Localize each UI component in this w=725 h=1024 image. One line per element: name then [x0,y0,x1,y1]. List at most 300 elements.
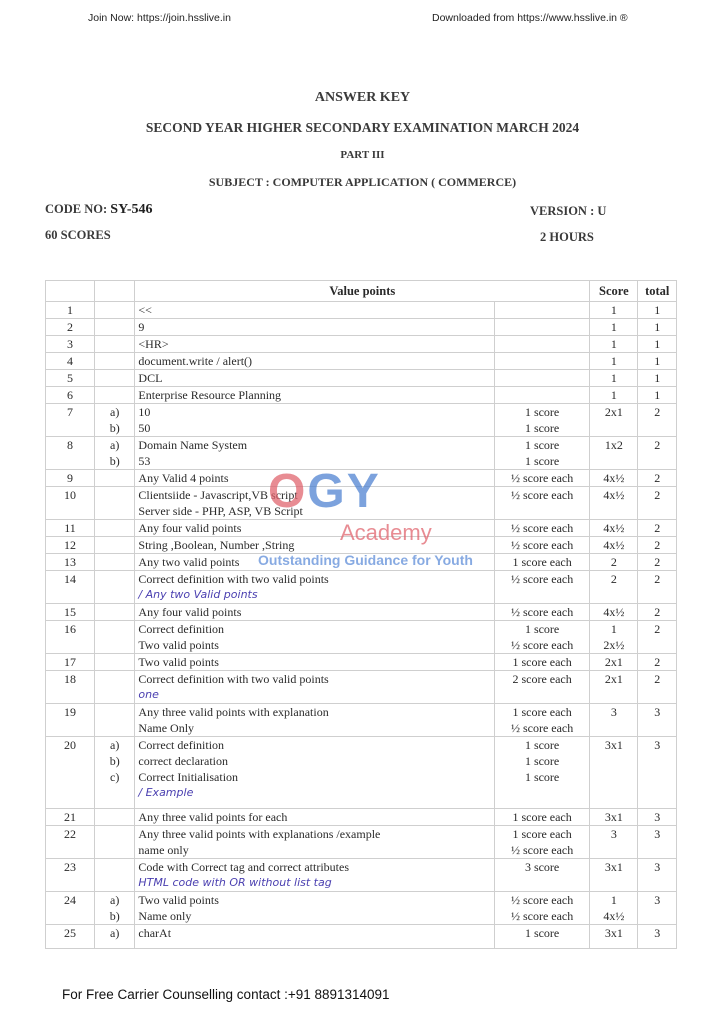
total: 2 [638,604,677,621]
score-breakdown-line: ½ score each [510,471,574,485]
score-line: 4x½ [603,605,625,619]
score-breakdown-line: ½ score each [510,638,574,652]
sub-part [94,387,134,404]
answer-table [45,280,677,949]
score-line: 1 [610,371,617,385]
total: 2 [638,487,677,520]
watermark-academy: Academy [340,520,432,545]
value-point [135,520,495,537]
table-row [46,353,677,370]
value-point-line: Any four valid points [138,521,242,535]
sub-part [94,604,134,621]
value-point-line: Code with Correct tag and correct attributes [138,860,349,874]
score-breakdown-line: 1 score each [512,810,572,824]
score-line: 3 [610,827,617,841]
duration: 2 HOURS [540,230,594,244]
total: 2 [638,654,677,671]
score [590,737,638,809]
question-number: 21 [46,809,95,826]
score-breakdown-line: 1 score [524,926,560,940]
value-point-line: Any three valid points with explanations /example [138,827,381,841]
score-line: 1x2 [604,438,623,452]
table-row [46,319,677,336]
table-row [46,809,677,826]
value-point [135,336,495,353]
header-download-link[interactable]: Downloaded from https://www.hsslive.in ® [432,12,628,24]
score-breakdown [494,537,589,554]
total: 1 [638,302,677,319]
value-point-line: Correct definition [138,622,225,636]
value-point [135,826,495,859]
score-breakdown-line: ½ score each [510,521,574,535]
score-breakdown-line: ½ score each [510,538,574,552]
table-row [46,370,677,387]
score-line: 1 [610,622,617,636]
score-line: 2 [610,572,617,586]
score-breakdown-line: 1 score [524,405,560,419]
value-point [135,671,495,704]
sub-part [94,671,134,704]
value-point-line: 50 [138,421,151,435]
score-line: 1 [610,388,617,402]
value-point [135,370,495,387]
score-breakdown-line: 1 score each [512,555,572,569]
table-row [46,737,677,809]
value-point-line: 9 [138,320,145,334]
value-point-line: Correct definition with two valid points [138,672,329,686]
score-breakdown-line: 2 score each [512,672,572,686]
score-breakdown-line: 1 score each [512,655,572,669]
value-point-line: 53 [138,454,151,468]
score-breakdown [494,671,589,704]
score-breakdown-line: ½ score each [510,893,574,907]
value-point-line: Two valid points [138,655,219,669]
total: 3 [638,809,677,826]
value-point-line: Any two valid points [138,555,240,569]
sub-part-line: c) [110,770,120,784]
sub-part-line: a) [110,893,120,907]
header-no [46,281,95,302]
value-point-line: correct declaration [138,754,229,768]
value-point-line: Name Only [138,721,195,735]
score-breakdown [494,704,589,737]
score [590,387,638,404]
value-point [135,704,495,737]
total: 1 [638,336,677,353]
sub-part [94,826,134,859]
code-label: CODE NO: [45,202,108,216]
code-block [45,202,153,218]
sub-part [94,537,134,554]
total-scores: 60 SCORES [45,228,111,242]
total: 2 [638,470,677,487]
sub-part [94,554,134,571]
score-breakdown-line: ½ score each [510,572,574,586]
sub-part [94,859,134,892]
table-row [46,554,677,571]
value-point-line: Enterprise Resource Planning [138,388,282,402]
score-breakdown [494,809,589,826]
question-number: 12 [46,537,95,554]
score [590,571,638,604]
score-breakdown-line: ½ score each [510,605,574,619]
score [590,537,638,554]
value-point [135,654,495,671]
version: VERSION : U [530,204,607,218]
total: 3 [638,826,677,859]
score-line: 1 [610,337,617,351]
sub-part [94,437,134,470]
score-line: 2x1 [604,655,623,669]
table-row [46,404,677,437]
question-number: 9 [46,470,95,487]
value-point-line: 10 [138,405,151,419]
value-point-line: Any three valid points with explanation [138,705,329,719]
score-breakdown-line: 1 score each [512,827,572,841]
score [590,437,638,470]
table-row [46,470,677,487]
value-point-line: Correct Initialisation [138,770,239,784]
sub-part [94,654,134,671]
question-number: 11 [46,520,95,537]
header-value-points: Value points [135,281,590,302]
sub-part [94,353,134,370]
score-breakdown [494,487,589,520]
total: 2 [638,621,677,654]
question-number: 2 [46,319,95,336]
value-point [135,925,495,949]
score-line: 3x1 [604,926,623,940]
value-point [135,809,495,826]
question-number: 14 [46,571,95,604]
value-point [135,892,495,925]
score [590,353,638,370]
score-breakdown-line: 1 score [524,738,560,752]
score-line: 3x1 [604,860,623,874]
score [590,604,638,621]
value-point-line: String ,Boolean, Number ,String [138,538,295,552]
question-number: 25 [46,925,95,949]
score-breakdown-line: ½ score each [510,721,574,735]
sub-part [94,487,134,520]
sub-part-line: b) [109,421,120,435]
question-number: 17 [46,654,95,671]
header-join-link[interactable]: Join Now: https://join.hsslive.in [88,12,231,24]
value-point-line: Clientsiide - Javascript,VB script [138,488,298,502]
value-point-line: Correct definition with two valid points [138,572,329,586]
score-breakdown [494,387,589,404]
score [590,520,638,537]
total: 1 [638,387,677,404]
score-line: 3 [610,705,617,719]
sub-part [94,737,134,809]
score-breakdown [494,571,589,604]
table-row [46,387,677,404]
total: 3 [638,925,677,949]
value-point [135,859,495,892]
question-number: 20 [46,737,95,809]
value-point [135,470,495,487]
score [590,859,638,892]
score [590,319,638,336]
total: 3 [638,704,677,737]
question-number: 7 [46,404,95,437]
score-breakdown [494,520,589,537]
score-breakdown-line: 1 score [524,754,560,768]
answer-key-title: ANSWER KEY [314,90,411,105]
table-row [46,537,677,554]
value-point-line: DCL [138,371,163,385]
score-breakdown [494,892,589,925]
question-number: 10 [46,487,95,520]
score-breakdown-line: 1 score each [512,705,572,719]
score-breakdown [494,621,589,654]
table-row [46,604,677,621]
table-header-row [46,281,677,302]
value-point [135,571,495,604]
score-breakdown [494,370,589,387]
score-breakdown-line: 1 score [524,770,560,784]
sub-part-line: b) [109,754,120,768]
value-point [135,302,495,319]
handwritten-annotation: / Example [138,786,194,799]
score-breakdown [494,826,589,859]
total: 1 [638,319,677,336]
question-number: 18 [46,671,95,704]
question-number: 3 [46,336,95,353]
sub-part [94,370,134,387]
sub-part [94,302,134,319]
header-score: Score [590,281,638,302]
score-line: 2x1 [604,672,623,686]
score-line: 4x½ [603,538,625,552]
score-line: 3x1 [604,810,623,824]
value-point [135,737,495,809]
question-number: 13 [46,554,95,571]
score-line: 1 [610,354,617,368]
score [590,370,638,387]
question-number: 22 [46,826,95,859]
score-breakdown [494,336,589,353]
table-row [46,671,677,704]
total: 2 [638,437,677,470]
header-total: total [638,281,677,302]
total: 2 [638,671,677,704]
question-number: 5 [46,370,95,387]
score-line: 4x½ [603,521,625,535]
score-breakdown [494,404,589,437]
score-breakdown-line: 1 score [524,454,560,468]
score-breakdown [494,654,589,671]
sub-part [94,319,134,336]
score-breakdown [494,302,589,319]
score [590,404,638,437]
value-point-line: Name only [138,909,192,923]
sub-part [94,571,134,604]
total: 2 [638,537,677,554]
question-number: 16 [46,621,95,654]
question-number: 15 [46,604,95,621]
sub-part-line: b) [109,909,120,923]
table-row [46,621,677,654]
sub-part [94,520,134,537]
score-line: 1 [610,893,617,907]
value-point-line: Two valid points [138,638,219,652]
value-point-line: Any three valid points for each [138,810,288,824]
score-line: 2x½ [603,638,625,652]
score-breakdown [494,737,589,809]
table-row [46,654,677,671]
score-breakdown [494,353,589,370]
sub-part [94,704,134,737]
part-title: PART III [340,149,385,161]
score [590,654,638,671]
score-line: 2x1 [604,405,623,419]
code-value: SY-546 [110,202,153,217]
score-breakdown-line: 3 score [524,860,560,874]
value-point-line: <HR> [138,337,169,351]
value-point-line: charAt [138,926,172,940]
total: 2 [638,520,677,537]
value-point [135,319,495,336]
score-line: 4x½ [603,471,625,485]
score [590,470,638,487]
question-number: 4 [46,353,95,370]
score [590,826,638,859]
exam-title: SECOND YEAR HIGHER SECONDARY EXAMINATION MARCH 2024 [145,120,580,135]
table-row [46,302,677,319]
total: 3 [638,892,677,925]
score [590,554,638,571]
score-breakdown [494,470,589,487]
total: 1 [638,370,677,387]
score [590,487,638,520]
sub-part [94,925,134,949]
sub-part-line: a) [110,405,120,419]
score-breakdown [494,319,589,336]
score-line: 4x½ [603,488,625,502]
score-breakdown-line: 1 score [524,421,560,435]
value-point [135,537,495,554]
table-row [46,487,677,520]
question-number: 19 [46,704,95,737]
score [590,704,638,737]
sub-part [94,809,134,826]
value-point-line: Any four valid points [138,605,242,619]
score [590,621,638,654]
total: 1 [638,353,677,370]
value-point-line: name only [138,843,189,857]
question-number: 24 [46,892,95,925]
total: 2 [638,554,677,571]
table-row [46,826,677,859]
score-line: 3x1 [604,738,623,752]
score-breakdown-line: 1 score [524,622,560,636]
sub-part [94,336,134,353]
sub-part-line: b) [109,454,120,468]
table-row [46,437,677,470]
table-row [46,571,677,604]
total: 2 [638,571,677,604]
score-line: 4x½ [603,909,625,923]
score-breakdown-line: ½ score each [510,488,574,502]
value-point [135,604,495,621]
table-row [46,704,677,737]
table-row [46,892,677,925]
score-breakdown-line: ½ score each [510,843,574,857]
value-point [135,404,495,437]
score-breakdown-line: 1 score [524,438,560,452]
sub-part-line: a) [110,438,120,452]
value-point [135,387,495,404]
score-line: 2 [610,555,617,569]
score [590,671,638,704]
score [590,336,638,353]
score-breakdown [494,859,589,892]
subject-title: SUBJECT : COMPUTER APPLICATION ( COMMERCE) [208,175,517,189]
total: 3 [638,859,677,892]
question-number: 23 [46,859,95,892]
total: 2 [638,404,677,437]
score [590,302,638,319]
handwritten-annotation: one [138,688,159,701]
handwritten-annotation: / Any two Valid points [138,588,258,601]
score-breakdown [494,437,589,470]
value-point [135,621,495,654]
sub-part-line: a) [110,926,120,940]
score [590,892,638,925]
handwritten-annotation: HTML code with OR without list tag [138,876,332,889]
value-point-line: document.write / alert() [138,354,253,368]
score [590,809,638,826]
score-breakdown-line: ½ score each [510,909,574,923]
sub-part [94,470,134,487]
score-breakdown [494,925,589,949]
table-row [46,520,677,537]
score [590,925,638,949]
value-point [135,554,495,571]
header-sub [94,281,134,302]
value-point-line: Any Valid 4 points [138,471,229,485]
value-point [135,353,495,370]
score-breakdown [494,554,589,571]
value-point-line: Server side - PHP, ASP, VB Script [138,504,303,518]
watermark-ogy: OGY [268,465,381,518]
question-number: 8 [46,437,95,470]
sub-part [94,621,134,654]
sub-part-line: a) [110,738,120,752]
value-point [135,437,495,470]
value-point-line: Domain Name System [138,438,248,452]
footer-counselling: For Free Carrier Counselling contact :+91 8891314091 [62,987,390,1002]
value-point-line: Correct definition [138,738,225,752]
value-point-line: << [138,303,152,317]
value-point [135,487,495,520]
table-row [46,336,677,353]
value-point-line: Two valid points [138,893,219,907]
watermark-tagline: Outstanding Guidance for Youth [258,552,473,568]
table-row [46,859,677,892]
sub-part [94,404,134,437]
question-number: 6 [46,387,95,404]
score-line: 1 [610,320,617,334]
table-row [46,925,677,949]
sub-part [94,892,134,925]
score-line: 1 [610,303,617,317]
total: 3 [638,737,677,809]
question-number: 1 [46,302,95,319]
score-breakdown [494,604,589,621]
